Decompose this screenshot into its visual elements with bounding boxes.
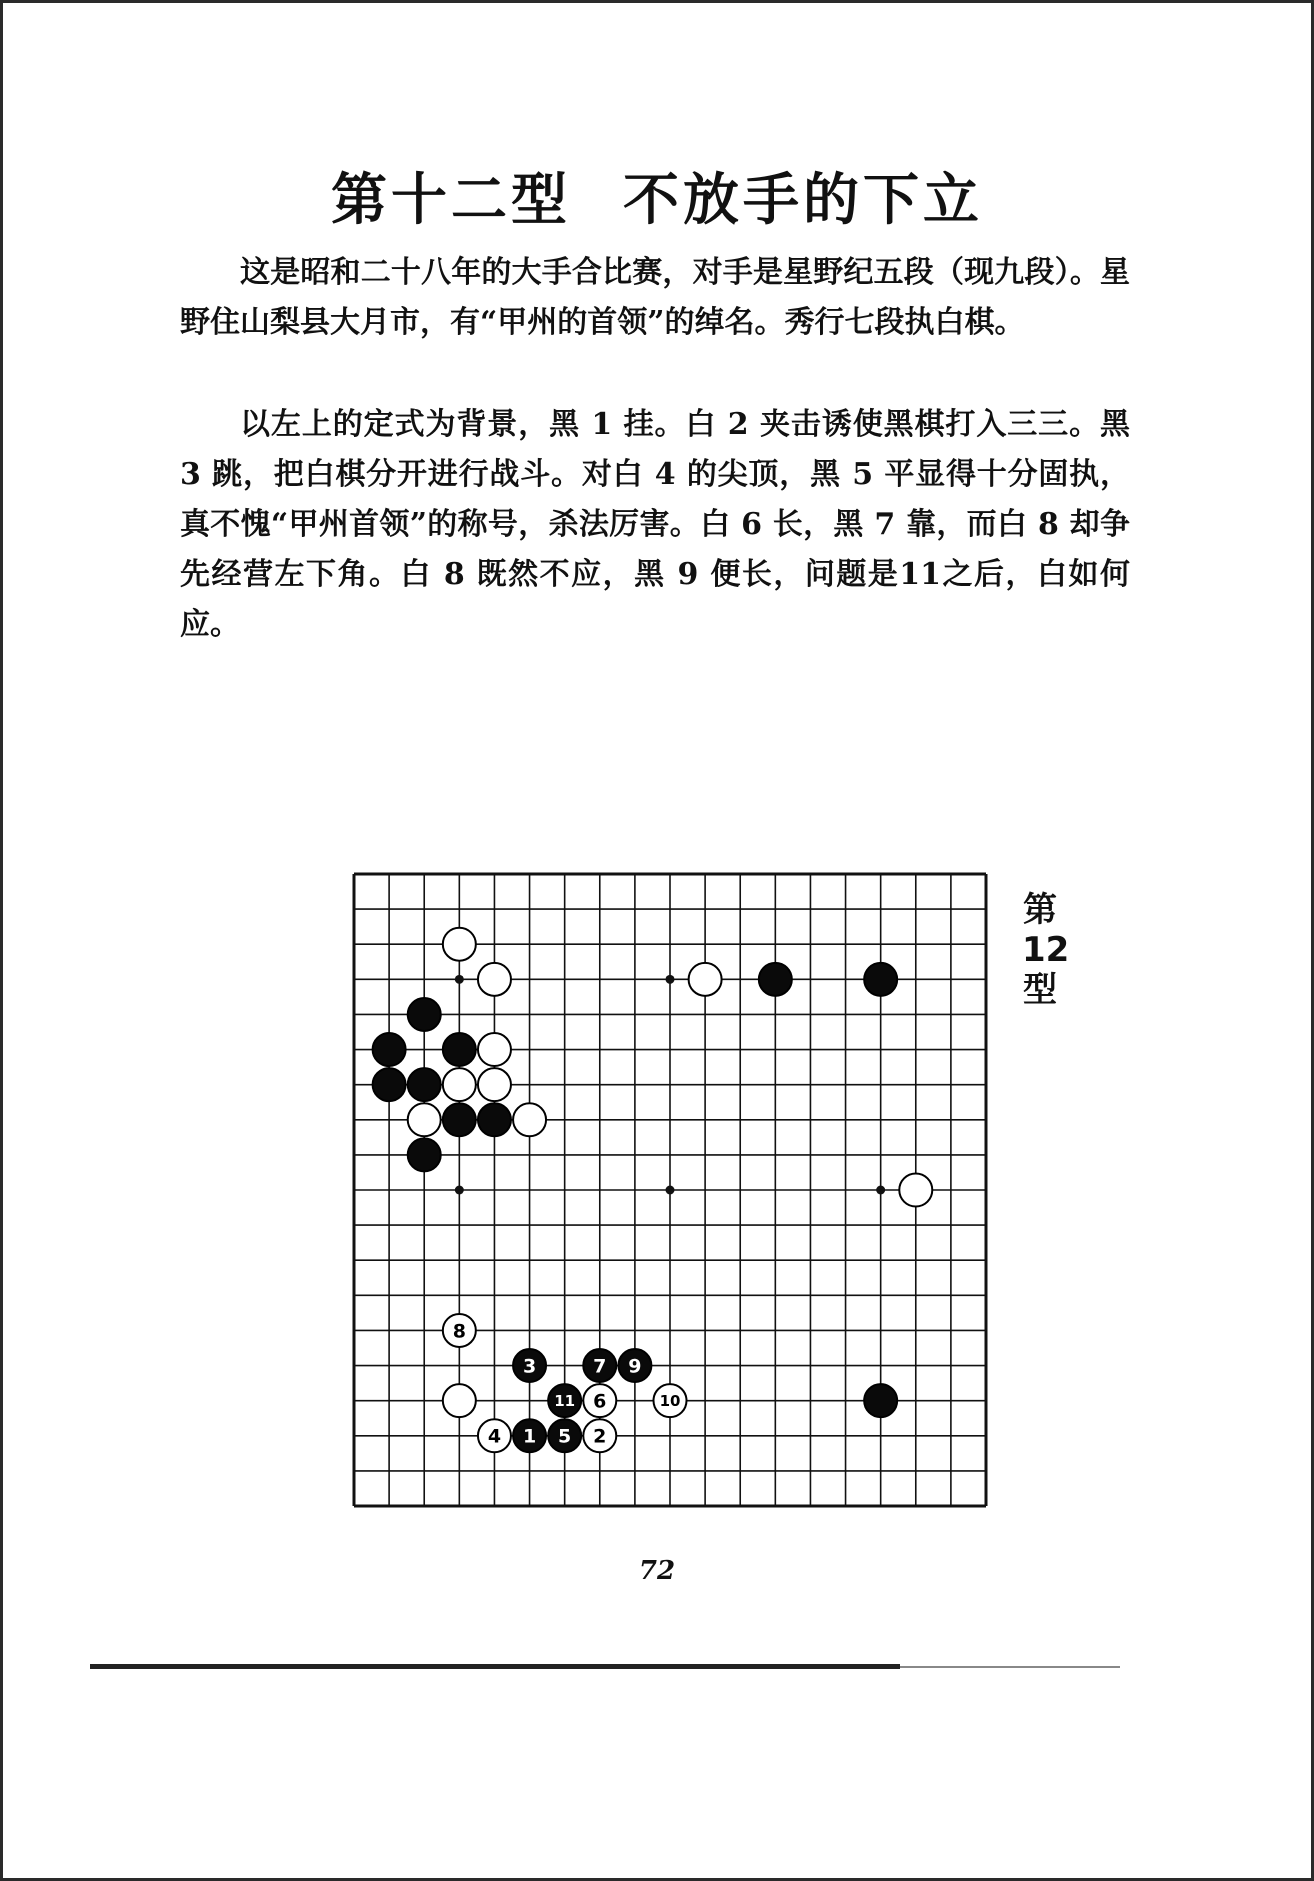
intro-paragraph-container	[180, 248, 1130, 348]
diagram-label-line: 型	[1023, 970, 1057, 1010]
commentary-paragraph: 以左上的定式为背景，黑 1 挂。白 2 夹击诱使黑棋打入三三。黑 3 跳，把白棋分开进行战斗。对白 4 的尖顶，黑 5 平显得十分固执，真不愧“甲州首领”的称号，杀法厉害。白 6 长，黑 7 靠，而白 8 却争先经营左下角。白 8 既然不应，黑 9 便长，问题是11之后，白如何应。	[180, 407, 1130, 642]
black-stone	[478, 1103, 511, 1136]
black-stone	[443, 1033, 476, 1066]
black-stone	[408, 998, 441, 1031]
diagram-label-line: 第	[1023, 890, 1057, 930]
white-stone	[443, 1384, 476, 1417]
move-number: 6	[593, 1390, 607, 1413]
white-stone	[478, 1068, 511, 1101]
move-number: 9	[628, 1355, 642, 1378]
black-stone	[373, 1033, 406, 1066]
black-stone	[408, 1138, 441, 1171]
star-point	[876, 1186, 885, 1195]
white-stone	[513, 1103, 546, 1136]
black-stone	[408, 1068, 441, 1101]
go-board	[340, 860, 1000, 1520]
star-point	[666, 1186, 675, 1195]
page-title	[0, 168, 1314, 232]
move-number: 8	[452, 1320, 466, 1343]
bottom-rule-faint	[900, 1666, 1120, 1668]
commentary-paragraph-container	[180, 400, 1130, 650]
white-stone	[689, 963, 722, 996]
move-number: 7	[593, 1355, 607, 1378]
page-number: 72	[638, 1556, 676, 1586]
diagram-label-line: 12	[1022, 930, 1070, 970]
black-stone	[373, 1068, 406, 1101]
move-number: 4	[487, 1425, 502, 1448]
black-stone	[864, 1384, 897, 1417]
white-stone	[478, 1033, 511, 1066]
title-pattern-name: 不放手的下立	[623, 167, 983, 233]
diagram-label	[1022, 890, 1070, 1010]
star-point	[455, 1186, 464, 1195]
white-stone	[443, 1068, 476, 1101]
move-number: 11	[554, 1392, 576, 1411]
white-stone	[443, 928, 476, 961]
move-number: 2	[593, 1425, 607, 1448]
black-stone	[864, 963, 897, 996]
move-number: 5	[558, 1425, 572, 1448]
star-point	[666, 975, 675, 984]
star-point	[455, 975, 464, 984]
white-stone	[408, 1103, 441, 1136]
intro-paragraph: 这是昭和二十八年的大手合比赛，对手是星野纪五段（现九段）。星野住山梨县大月市，有“甲州的首领”的绰名。秀行七段执白棋。	[180, 255, 1130, 340]
white-stone	[899, 1173, 932, 1206]
move-number: 1	[522, 1425, 537, 1448]
go-board-diagram	[340, 860, 1000, 1520]
bottom-rule	[90, 1664, 900, 1669]
move-number: 10	[659, 1392, 681, 1411]
move-number: 3	[522, 1355, 537, 1378]
title-pattern-number: 第十二型	[331, 167, 571, 233]
black-stone	[443, 1103, 476, 1136]
black-stone	[759, 963, 792, 996]
white-stone	[478, 963, 511, 996]
